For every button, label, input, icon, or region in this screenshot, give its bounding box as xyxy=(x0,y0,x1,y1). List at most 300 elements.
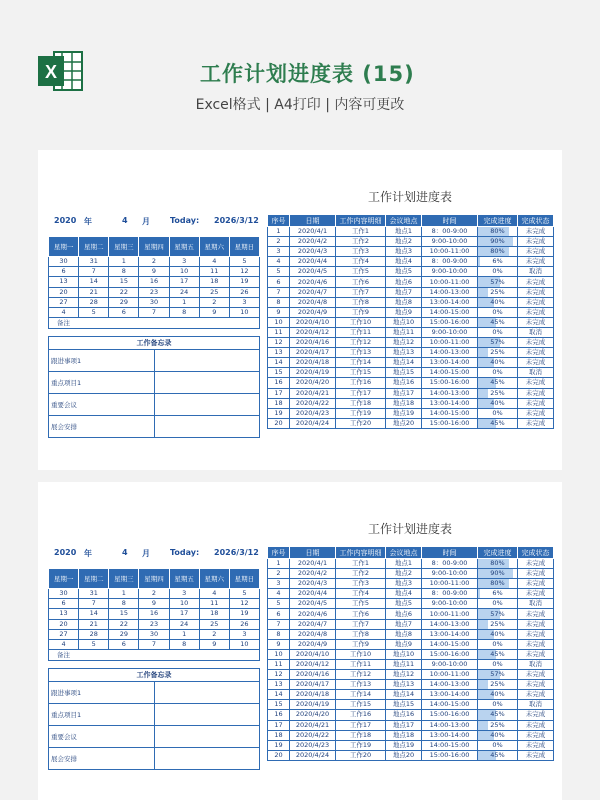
calendar-day[interactable]: 22 xyxy=(109,619,139,629)
location-cell[interactable]: 地点15 xyxy=(386,700,422,710)
task-cell[interactable]: 工作13 xyxy=(336,680,386,690)
calendar-day[interactable]: 25 xyxy=(199,619,229,629)
location-cell[interactable]: 地点15 xyxy=(386,368,422,378)
calendar-day[interactable]: 21 xyxy=(79,287,109,297)
status-cell[interactable]: 取消 xyxy=(518,659,554,669)
time-cell[interactable]: 14:00-15:00 xyxy=(422,368,478,378)
date-cell[interactable]: 2020/4/5 xyxy=(290,267,336,277)
date-cell[interactable]: 2020/4/18 xyxy=(290,358,336,368)
task-cell[interactable]: 工作9 xyxy=(336,639,386,649)
task-cell[interactable]: 工作3 xyxy=(336,247,386,257)
progress-cell[interactable] xyxy=(478,569,518,579)
date-cell[interactable]: 2020/4/19 xyxy=(290,368,336,378)
progress-cell[interactable] xyxy=(478,579,518,589)
time-cell[interactable]: 13:00-14:00 xyxy=(422,730,478,740)
calendar-day[interactable]: 9 xyxy=(139,267,169,277)
time-cell[interactable]: 10:00-11:00 xyxy=(422,247,478,257)
task-cell[interactable]: 工作19 xyxy=(336,740,386,750)
task-cell[interactable]: 工作4 xyxy=(336,257,386,267)
status-cell[interactable]: 未完成 xyxy=(518,680,554,690)
calendar-day[interactable]: 7 xyxy=(139,307,169,317)
row-index[interactable]: 3 xyxy=(268,579,290,589)
time-cell[interactable]: 10:00-11:00 xyxy=(422,609,478,619)
location-cell[interactable]: 地点17 xyxy=(386,720,422,730)
task-cell[interactable]: 工作9 xyxy=(336,307,386,317)
calendar-day[interactable]: 6 xyxy=(109,639,139,649)
calendar-day[interactable]: 30 xyxy=(139,629,169,639)
calendar-day[interactable]: 29 xyxy=(109,297,139,307)
progress-cell[interactable] xyxy=(478,267,518,277)
memo-cell[interactable] xyxy=(154,394,260,416)
time-cell[interactable]: 9:00-10:00 xyxy=(422,569,478,579)
calendar-day[interactable]: 16 xyxy=(139,277,169,287)
time-cell[interactable]: 14:00-15:00 xyxy=(422,639,478,649)
location-cell[interactable]: 地点19 xyxy=(386,408,422,418)
calendar-day[interactable]: 31 xyxy=(79,589,109,599)
date-cell[interactable]: 2020/4/17 xyxy=(290,680,336,690)
calendar-day[interactable]: 29 xyxy=(109,629,139,639)
calendar-day[interactable]: 4 xyxy=(199,589,229,599)
task-cell[interactable]: 工作18 xyxy=(336,398,386,408)
calendar-day[interactable]: 7 xyxy=(139,639,169,649)
location-cell[interactable]: 地点16 xyxy=(386,710,422,720)
location-cell[interactable]: 地点17 xyxy=(386,388,422,398)
row-index[interactable]: 8 xyxy=(268,297,290,307)
status-cell[interactable]: 未完成 xyxy=(518,720,554,730)
status-cell[interactable]: 未完成 xyxy=(518,670,554,680)
time-cell[interactable]: 14:00-15:00 xyxy=(422,700,478,710)
date-cell[interactable]: 2020/4/23 xyxy=(290,740,336,750)
calendar-day[interactable]: 30 xyxy=(49,589,79,599)
location-cell[interactable]: 地点16 xyxy=(386,378,422,388)
calendar-day[interactable]: 21 xyxy=(79,619,109,629)
calendar-day[interactable]: 23 xyxy=(139,619,169,629)
progress-cell[interactable] xyxy=(478,358,518,368)
date-cell[interactable]: 2020/4/2 xyxy=(290,569,336,579)
row-index[interactable]: 5 xyxy=(268,599,290,609)
row-index[interactable]: 4 xyxy=(268,589,290,599)
status-cell[interactable]: 未完成 xyxy=(518,257,554,267)
calendar-day[interactable]: 6 xyxy=(49,267,79,277)
status-cell[interactable]: 未完成 xyxy=(518,378,554,388)
calendar-day[interactable]: 4 xyxy=(49,639,79,649)
progress-cell[interactable] xyxy=(478,378,518,388)
row-index[interactable]: 18 xyxy=(268,730,290,740)
date-cell[interactable]: 2020/4/18 xyxy=(290,690,336,700)
location-cell[interactable]: 地点12 xyxy=(386,338,422,348)
location-cell[interactable]: 地点18 xyxy=(386,398,422,408)
time-cell[interactable]: 14:00-13:00 xyxy=(422,287,478,297)
progress-cell[interactable] xyxy=(478,559,518,569)
time-cell[interactable]: 10:00-11:00 xyxy=(422,579,478,589)
status-cell[interactable]: 未完成 xyxy=(518,710,554,720)
task-cell[interactable]: 工作5 xyxy=(336,267,386,277)
date-cell[interactable]: 2020/4/3 xyxy=(290,247,336,257)
progress-cell[interactable] xyxy=(478,408,518,418)
row-index[interactable]: 19 xyxy=(268,408,290,418)
date-cell[interactable]: 2020/4/6 xyxy=(290,609,336,619)
time-cell[interactable]: 15:00-16:00 xyxy=(422,317,478,327)
status-cell[interactable]: 未完成 xyxy=(518,388,554,398)
status-cell[interactable]: 未完成 xyxy=(518,398,554,408)
progress-cell[interactable] xyxy=(478,599,518,609)
row-index[interactable]: 1 xyxy=(268,227,290,237)
status-cell[interactable]: 取消 xyxy=(518,368,554,378)
task-cell[interactable]: 工作2 xyxy=(336,237,386,247)
progress-cell[interactable] xyxy=(478,680,518,690)
location-cell[interactable]: 地点11 xyxy=(386,327,422,337)
location-cell[interactable]: 地点3 xyxy=(386,247,422,257)
time-cell[interactable]: 14:00-13:00 xyxy=(422,619,478,629)
date-cell[interactable]: 2020/4/8 xyxy=(290,629,336,639)
time-cell[interactable]: 10:00-11:00 xyxy=(422,670,478,680)
time-cell[interactable]: 9:00-10:00 xyxy=(422,267,478,277)
progress-cell[interactable] xyxy=(478,619,518,629)
time-cell[interactable]: 14:00-13:00 xyxy=(422,348,478,358)
status-cell[interactable]: 未完成 xyxy=(518,358,554,368)
progress-cell[interactable] xyxy=(478,639,518,649)
date-cell[interactable]: 2020/4/23 xyxy=(290,408,336,418)
task-cell[interactable]: 工作3 xyxy=(336,579,386,589)
progress-cell[interactable] xyxy=(478,388,518,398)
calendar-day[interactable]: 1 xyxy=(169,629,199,639)
calendar-day[interactable]: 24 xyxy=(169,287,199,297)
time-cell[interactable]: 13:00-14:00 xyxy=(422,358,478,368)
task-cell[interactable]: 工作15 xyxy=(336,700,386,710)
date-cell[interactable]: 2020/4/16 xyxy=(290,338,336,348)
calendar-day[interactable]: 12 xyxy=(229,267,259,277)
date-cell[interactable]: 2020/4/7 xyxy=(290,287,336,297)
date-cell[interactable]: 2020/4/10 xyxy=(290,649,336,659)
calendar-day[interactable]: 8 xyxy=(169,307,199,317)
calendar-day[interactable]: 10 xyxy=(229,307,259,317)
row-index[interactable]: 7 xyxy=(268,287,290,297)
date-cell[interactable]: 2020/4/2 xyxy=(290,237,336,247)
status-cell[interactable]: 取消 xyxy=(518,267,554,277)
status-cell[interactable]: 未完成 xyxy=(518,247,554,257)
progress-cell[interactable] xyxy=(478,227,518,237)
location-cell[interactable]: 地点9 xyxy=(386,307,422,317)
task-cell[interactable]: 工作7 xyxy=(336,287,386,297)
date-cell[interactable]: 2020/4/24 xyxy=(290,750,336,760)
status-cell[interactable]: 未完成 xyxy=(518,619,554,629)
location-cell[interactable]: 地点10 xyxy=(386,317,422,327)
status-cell[interactable]: 未完成 xyxy=(518,277,554,287)
date-cell[interactable]: 2020/4/16 xyxy=(290,670,336,680)
calendar-day[interactable]: 19 xyxy=(229,609,259,619)
date-cell[interactable]: 2020/4/20 xyxy=(290,378,336,388)
row-index[interactable]: 3 xyxy=(268,247,290,257)
time-cell[interactable]: 10:00-11:00 xyxy=(422,277,478,287)
task-cell[interactable]: 工作4 xyxy=(336,589,386,599)
location-cell[interactable]: 地点14 xyxy=(386,690,422,700)
calendar-day[interactable]: 22 xyxy=(109,287,139,297)
task-cell[interactable]: 工作11 xyxy=(336,327,386,337)
time-cell[interactable]: 14:00-15:00 xyxy=(422,307,478,317)
calendar-day[interactable]: 19 xyxy=(229,277,259,287)
calendar-day[interactable]: 17 xyxy=(169,609,199,619)
location-cell[interactable]: 地点19 xyxy=(386,740,422,750)
time-cell[interactable]: 9:00-10:00 xyxy=(422,237,478,247)
calendar-day[interactable]: 30 xyxy=(49,257,79,267)
status-cell[interactable]: 取消 xyxy=(518,327,554,337)
location-cell[interactable]: 地点2 xyxy=(386,569,422,579)
progress-cell[interactable] xyxy=(478,659,518,669)
calendar-day[interactable]: 25 xyxy=(199,287,229,297)
date-cell[interactable]: 2020/4/21 xyxy=(290,388,336,398)
row-index[interactable]: 2 xyxy=(268,569,290,579)
location-cell[interactable]: 地点14 xyxy=(386,358,422,368)
row-index[interactable]: 9 xyxy=(268,307,290,317)
memo-cell[interactable] xyxy=(154,748,260,770)
progress-cell[interactable] xyxy=(478,649,518,659)
task-cell[interactable]: 工作17 xyxy=(336,720,386,730)
date-cell[interactable]: 2020/4/20 xyxy=(290,710,336,720)
calendar-day[interactable]: 8 xyxy=(169,639,199,649)
calendar-day[interactable]: 4 xyxy=(49,307,79,317)
row-index[interactable]: 7 xyxy=(268,619,290,629)
date-cell[interactable]: 2020/4/4 xyxy=(290,589,336,599)
calendar-day[interactable]: 5 xyxy=(79,307,109,317)
task-cell[interactable]: 工作6 xyxy=(336,609,386,619)
row-index[interactable]: 10 xyxy=(268,649,290,659)
row-index[interactable]: 16 xyxy=(268,378,290,388)
task-cell[interactable]: 工作16 xyxy=(336,378,386,388)
calendar-day[interactable]: 3 xyxy=(169,257,199,267)
memo-cell[interactable] xyxy=(154,416,260,438)
task-cell[interactable]: 工作11 xyxy=(336,659,386,669)
calendar-day[interactable]: 6 xyxy=(49,599,79,609)
time-cell[interactable]: 8：00-9:00 xyxy=(422,559,478,569)
location-cell[interactable]: 地点6 xyxy=(386,277,422,287)
progress-cell[interactable] xyxy=(478,297,518,307)
progress-cell[interactable] xyxy=(478,629,518,639)
status-cell[interactable]: 未完成 xyxy=(518,750,554,760)
row-index[interactable]: 13 xyxy=(268,680,290,690)
status-cell[interactable]: 未完成 xyxy=(518,408,554,418)
time-cell[interactable]: 9:00-10:00 xyxy=(422,599,478,609)
memo-cell[interactable] xyxy=(154,704,260,726)
calendar-day[interactable]: 2 xyxy=(139,257,169,267)
time-cell[interactable]: 13:00-14:00 xyxy=(422,690,478,700)
status-cell[interactable]: 未完成 xyxy=(518,569,554,579)
calendar-day[interactable]: 9 xyxy=(139,599,169,609)
calendar-day[interactable]: 13 xyxy=(49,609,79,619)
row-index[interactable]: 2 xyxy=(268,237,290,247)
row-index[interactable]: 9 xyxy=(268,639,290,649)
task-cell[interactable]: 工作2 xyxy=(336,569,386,579)
status-cell[interactable]: 未完成 xyxy=(518,730,554,740)
location-cell[interactable]: 地点13 xyxy=(386,680,422,690)
calendar-day[interactable]: 23 xyxy=(139,287,169,297)
date-cell[interactable]: 2020/4/12 xyxy=(290,327,336,337)
location-cell[interactable]: 地点8 xyxy=(386,629,422,639)
calendar-day[interactable]: 24 xyxy=(169,619,199,629)
calendar-day[interactable]: 20 xyxy=(49,287,79,297)
progress-cell[interactable] xyxy=(478,609,518,619)
row-index[interactable]: 14 xyxy=(268,690,290,700)
time-cell[interactable]: 10:00-11:00 xyxy=(422,338,478,348)
task-cell[interactable]: 工作1 xyxy=(336,559,386,569)
task-cell[interactable]: 工作6 xyxy=(336,277,386,287)
status-cell[interactable]: 取消 xyxy=(518,700,554,710)
calendar-day[interactable]: 8 xyxy=(109,599,139,609)
time-cell[interactable]: 14:00-13:00 xyxy=(422,680,478,690)
time-cell[interactable]: 13:00-14:00 xyxy=(422,629,478,639)
row-index[interactable]: 19 xyxy=(268,740,290,750)
date-cell[interactable]: 2020/4/4 xyxy=(290,257,336,267)
progress-cell[interactable] xyxy=(478,348,518,358)
row-index[interactable]: 15 xyxy=(268,700,290,710)
location-cell[interactable]: 地点12 xyxy=(386,670,422,680)
progress-cell[interactable] xyxy=(478,710,518,720)
progress-cell[interactable] xyxy=(478,287,518,297)
status-cell[interactable]: 未完成 xyxy=(518,609,554,619)
task-cell[interactable]: 工作13 xyxy=(336,348,386,358)
calendar-day[interactable]: 12 xyxy=(229,599,259,609)
row-index[interactable]: 12 xyxy=(268,338,290,348)
date-cell[interactable]: 2020/4/9 xyxy=(290,307,336,317)
calendar-day[interactable]: 1 xyxy=(109,589,139,599)
date-cell[interactable]: 2020/4/7 xyxy=(290,619,336,629)
location-cell[interactable]: 地点7 xyxy=(386,619,422,629)
task-cell[interactable]: 工作20 xyxy=(336,750,386,760)
calendar-day[interactable]: 26 xyxy=(229,287,259,297)
location-cell[interactable]: 地点11 xyxy=(386,659,422,669)
date-cell[interactable]: 2020/4/24 xyxy=(290,418,336,428)
date-cell[interactable]: 2020/4/19 xyxy=(290,700,336,710)
calendar-day[interactable]: 7 xyxy=(79,267,109,277)
task-cell[interactable]: 工作14 xyxy=(336,690,386,700)
time-cell[interactable]: 15:00-16:00 xyxy=(422,378,478,388)
date-cell[interactable]: 2020/4/12 xyxy=(290,659,336,669)
location-cell[interactable]: 地点20 xyxy=(386,418,422,428)
task-cell[interactable]: 工作1 xyxy=(336,227,386,237)
time-cell[interactable]: 14:00-13:00 xyxy=(422,388,478,398)
location-cell[interactable]: 地点7 xyxy=(386,287,422,297)
progress-cell[interactable] xyxy=(478,750,518,760)
calendar-day[interactable]: 17 xyxy=(169,277,199,287)
row-index[interactable]: 11 xyxy=(268,327,290,337)
progress-cell[interactable] xyxy=(478,327,518,337)
task-cell[interactable]: 工作17 xyxy=(336,388,386,398)
row-index[interactable]: 20 xyxy=(268,750,290,760)
calendar-day[interactable]: 8 xyxy=(109,267,139,277)
calendar-day[interactable]: 20 xyxy=(49,619,79,629)
row-index[interactable]: 17 xyxy=(268,720,290,730)
time-cell[interactable]: 14:00-15:00 xyxy=(422,408,478,418)
calendar-day[interactable]: 5 xyxy=(229,589,259,599)
task-cell[interactable]: 工作10 xyxy=(336,649,386,659)
row-index[interactable]: 17 xyxy=(268,388,290,398)
calendar-day[interactable]: 7 xyxy=(79,599,109,609)
location-cell[interactable]: 地点4 xyxy=(386,589,422,599)
status-cell[interactable]: 未完成 xyxy=(518,629,554,639)
date-cell[interactable]: 2020/4/22 xyxy=(290,730,336,740)
calendar-day[interactable]: 11 xyxy=(199,267,229,277)
row-index[interactable]: 6 xyxy=(268,609,290,619)
progress-cell[interactable] xyxy=(478,700,518,710)
task-cell[interactable]: 工作8 xyxy=(336,297,386,307)
status-cell[interactable]: 未完成 xyxy=(518,639,554,649)
calendar-day[interactable]: 5 xyxy=(79,639,109,649)
date-cell[interactable]: 2020/4/3 xyxy=(290,579,336,589)
status-cell[interactable]: 未完成 xyxy=(518,237,554,247)
time-cell[interactable]: 8：00-9:00 xyxy=(422,227,478,237)
calendar-day[interactable]: 11 xyxy=(199,599,229,609)
calendar-day[interactable]: 9 xyxy=(199,307,229,317)
calendar-day[interactable]: 1 xyxy=(169,297,199,307)
progress-cell[interactable] xyxy=(478,368,518,378)
row-index[interactable]: 18 xyxy=(268,398,290,408)
task-cell[interactable]: 工作20 xyxy=(336,418,386,428)
progress-cell[interactable] xyxy=(478,307,518,317)
task-cell[interactable]: 工作12 xyxy=(336,670,386,680)
memo-cell[interactable] xyxy=(154,682,260,704)
calendar-day[interactable]: 3 xyxy=(229,297,259,307)
progress-cell[interactable] xyxy=(478,418,518,428)
row-index[interactable]: 1 xyxy=(268,559,290,569)
time-cell[interactable]: 15:00-16:00 xyxy=(422,750,478,760)
calendar-day[interactable]: 26 xyxy=(229,619,259,629)
row-index[interactable]: 13 xyxy=(268,348,290,358)
row-index[interactable]: 10 xyxy=(268,317,290,327)
calendar-day[interactable]: 15 xyxy=(109,609,139,619)
location-cell[interactable]: 地点20 xyxy=(386,750,422,760)
date-cell[interactable]: 2020/4/8 xyxy=(290,297,336,307)
memo-cell[interactable] xyxy=(154,350,260,372)
time-cell[interactable]: 13:00-14:00 xyxy=(422,297,478,307)
calendar-day[interactable]: 15 xyxy=(109,277,139,287)
status-cell[interactable]: 未完成 xyxy=(518,317,554,327)
time-cell[interactable]: 14:00-13:00 xyxy=(422,720,478,730)
calendar-day[interactable]: 5 xyxy=(229,257,259,267)
date-cell[interactable]: 2020/4/1 xyxy=(290,227,336,237)
calendar-day[interactable]: 10 xyxy=(169,267,199,277)
location-cell[interactable]: 地点4 xyxy=(386,257,422,267)
date-cell[interactable]: 2020/4/5 xyxy=(290,599,336,609)
calendar-day[interactable]: 18 xyxy=(199,609,229,619)
calendar-day[interactable]: 27 xyxy=(49,297,79,307)
progress-cell[interactable] xyxy=(478,730,518,740)
calendar-day[interactable]: 2 xyxy=(199,629,229,639)
time-cell[interactable]: 9:00-10:00 xyxy=(422,659,478,669)
status-cell[interactable]: 未完成 xyxy=(518,740,554,750)
status-cell[interactable]: 未完成 xyxy=(518,589,554,599)
date-cell[interactable]: 2020/4/21 xyxy=(290,720,336,730)
row-index[interactable]: 4 xyxy=(268,257,290,267)
status-cell[interactable]: 未完成 xyxy=(518,287,554,297)
calendar-day[interactable]: 10 xyxy=(169,599,199,609)
time-cell[interactable]: 15:00-16:00 xyxy=(422,710,478,720)
row-index[interactable]: 15 xyxy=(268,368,290,378)
location-cell[interactable]: 地点5 xyxy=(386,599,422,609)
time-cell[interactable]: 8：00-9:00 xyxy=(422,589,478,599)
status-cell[interactable]: 未完成 xyxy=(518,227,554,237)
status-cell[interactable]: 未完成 xyxy=(518,559,554,569)
task-cell[interactable]: 工作5 xyxy=(336,599,386,609)
date-cell[interactable]: 2020/4/6 xyxy=(290,277,336,287)
calendar-day[interactable]: 10 xyxy=(229,639,259,649)
calendar-day[interactable]: 4 xyxy=(199,257,229,267)
time-cell[interactable]: 8：00-9:00 xyxy=(422,257,478,267)
progress-cell[interactable] xyxy=(478,247,518,257)
time-cell[interactable]: 15:00-16:00 xyxy=(422,418,478,428)
calendar-day[interactable]: 1 xyxy=(109,257,139,267)
date-cell[interactable]: 2020/4/10 xyxy=(290,317,336,327)
date-cell[interactable]: 2020/4/22 xyxy=(290,398,336,408)
row-index[interactable]: 16 xyxy=(268,710,290,720)
